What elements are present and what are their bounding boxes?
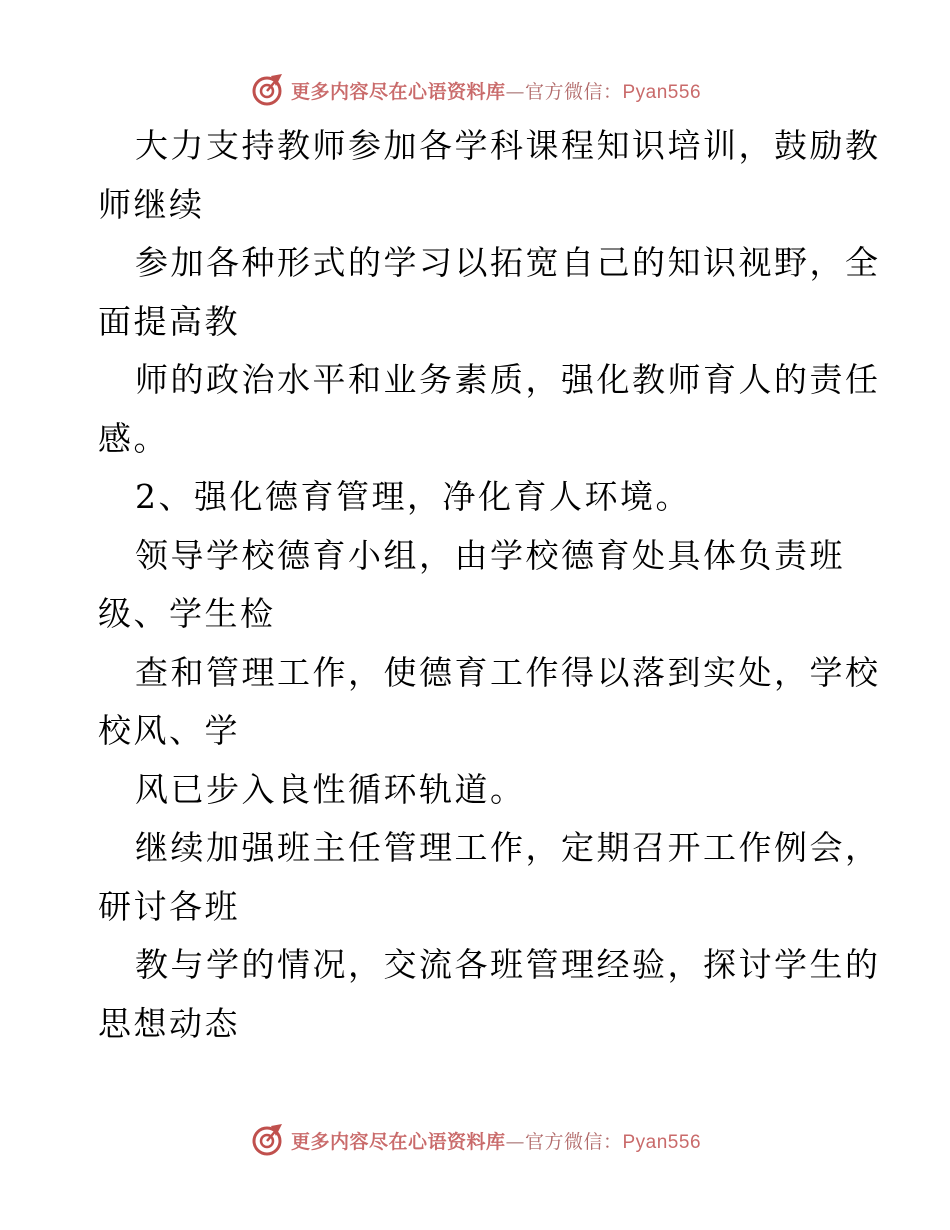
footer-wechat-account: Pyan556	[622, 1131, 702, 1153]
paragraph-line: 领导学校德育小组，由学校德育处具体负责班	[135, 535, 845, 575]
footer-separator: —	[505, 1130, 525, 1153]
header-banner	[0, 68, 950, 112]
paragraph-line: 面提高教	[98, 301, 240, 341]
paragraph-line: 教与学的情况，交流各班管理经验，探讨学生的	[135, 945, 881, 984]
section-heading: 2、强化德育管理，净化育人环境。	[135, 477, 691, 516]
paragraph-line: 级、学生检	[98, 594, 276, 633]
quill-logo-icon	[249, 72, 285, 108]
paragraph-line: 继续加强班主任管理工作，定期召开工作例会，	[135, 828, 881, 867]
paragraph-line: 感。	[98, 418, 169, 458]
header-wechat-label: 官方微信：	[524, 80, 623, 103]
footer-wechat-label: 官方微信：	[524, 1130, 623, 1153]
header-wechat-account: Pyan556	[622, 81, 702, 103]
header-separator: —	[505, 80, 525, 103]
paragraph-line: 师继续	[98, 184, 205, 224]
header-banner-text	[291, 77, 701, 104]
paragraph-line: 大力支持教师参加各学科课程知识培训，鼓励教	[135, 126, 881, 165]
paragraph-line: 风已步入良性循环轨道。	[135, 769, 526, 809]
header-brand-text: 更多内容尽在心语资料库	[290, 80, 506, 103]
quill-logo-icon	[249, 1122, 285, 1158]
paragraph-line: 校风、学	[98, 711, 240, 750]
footer-banner	[0, 1118, 950, 1162]
paragraph-line: 查和管理工作，使德育工作得以落到实处，学校	[135, 652, 881, 692]
footer-brand-text: 更多内容尽在心语资料库	[290, 1130, 506, 1153]
paragraph-line: 思想动态	[98, 1003, 240, 1043]
footer-banner-text	[291, 1127, 701, 1154]
paragraph-line: 师的政治水平和业务素质，强化教师育人的责任	[135, 360, 881, 399]
paragraph-line: 研讨各班	[98, 886, 240, 926]
document-body	[98, 117, 881, 1053]
paragraph-line: 参加各种形式的学习以拓宽自己的知识视野，全	[135, 243, 881, 282]
